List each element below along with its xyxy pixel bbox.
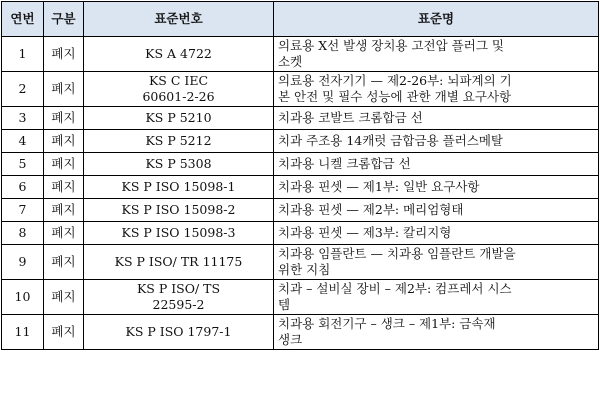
row-code — [84, 72, 274, 107]
header-no: 연번 — [2, 2, 44, 37]
row-name — [274, 245, 599, 280]
table-row — [2, 315, 599, 350]
header-name: 표준명 — [274, 2, 599, 37]
row-code — [84, 245, 274, 280]
row-no: 8 — [2, 222, 44, 245]
row-no: 4 — [2, 130, 44, 153]
row-kind: 폐지 — [44, 153, 84, 176]
row-name-line: 생크 — [278, 332, 303, 347]
table-row — [2, 280, 599, 315]
row-name-line: 치과용 핀셋 — 제1부: 일반 요구사항 — [278, 179, 480, 194]
row-no: 1 — [2, 37, 44, 72]
row-code-line: KS P ISO 15098-1 — [121, 179, 236, 194]
row-kind: 폐지 — [44, 130, 84, 153]
row-kind: 폐지 — [44, 199, 84, 222]
row-kind: 폐지 — [44, 72, 84, 107]
row-name — [274, 107, 599, 130]
row-no: 7 — [2, 199, 44, 222]
row-kind: 폐지 — [44, 245, 84, 280]
table-row — [2, 199, 599, 222]
row-name — [274, 176, 599, 199]
header-kind: 구분 — [44, 2, 84, 37]
row-name-line: 본 안전 및 필수 성능에 관한 개별 요구사항 — [278, 89, 512, 104]
table-row — [2, 72, 599, 107]
row-no: 2 — [2, 72, 44, 107]
row-name-line: 치과 – 설비실 장비 – 제2부: 컴프레서 시스 — [278, 281, 512, 296]
row-name — [274, 153, 599, 176]
row-name — [274, 315, 599, 350]
row-name-line: 의료용 X선 발생 장치용 고전압 플러그 및 — [278, 38, 504, 53]
row-name — [274, 37, 599, 72]
table-row — [2, 107, 599, 130]
table-row — [2, 130, 599, 153]
row-kind: 폐지 — [44, 37, 84, 72]
row-name-line: 치과 주조용 14캐럿 금합금용 플러스메탈 — [278, 133, 503, 148]
row-name-line: 치과용 임플란트 — 치과용 임플란트 개발을 — [278, 246, 516, 261]
row-kind: 폐지 — [44, 176, 84, 199]
row-code-line: KS C IEC — [148, 73, 209, 88]
standards-table-container — [1, 1, 599, 350]
row-code-line: KS P ISO 15098-2 — [121, 202, 236, 217]
row-code — [84, 199, 274, 222]
table-header-row — [2, 2, 599, 37]
row-code-line: KS A 4722 — [145, 46, 212, 61]
header-code: 표준번호 — [84, 2, 274, 37]
row-no: 10 — [2, 280, 44, 315]
row-name-line: 템 — [278, 297, 291, 312]
row-no: 11 — [2, 315, 44, 350]
row-name-line: 의료용 전자기기 — 제2-26부: 뇌파계의 기 — [278, 73, 512, 88]
standards-table — [1, 1, 599, 350]
row-name-line: 치과용 핀셋 — 제2부: 메리엄형태 — [278, 202, 464, 217]
row-no: 5 — [2, 153, 44, 176]
row-name-line: 치과용 코발트 크롬합금 선 — [278, 110, 423, 125]
row-kind: 폐지 — [44, 107, 84, 130]
table-row — [2, 176, 599, 199]
table-row — [2, 222, 599, 245]
row-code-line: KS P 5308 — [145, 156, 212, 171]
row-code-line: 60601-2-26 — [142, 89, 215, 104]
table-row — [2, 37, 599, 72]
row-name-line: 치과용 핀셋 — 제3부: 칼리지형 — [278, 225, 452, 240]
row-code — [84, 153, 274, 176]
table-row — [2, 245, 599, 280]
row-code-line: KS P ISO 1797-1 — [125, 324, 232, 339]
row-no: 3 — [2, 107, 44, 130]
table-row — [2, 153, 599, 176]
row-code-line: KS P 5210 — [145, 110, 212, 125]
row-code — [84, 176, 274, 199]
row-code-line: KS P 5212 — [145, 133, 212, 148]
row-code — [84, 107, 274, 130]
row-no: 6 — [2, 176, 44, 199]
row-code — [84, 315, 274, 350]
row-kind: 폐지 — [44, 222, 84, 245]
row-no: 9 — [2, 245, 44, 280]
row-code-line: KS P ISO/ TR 11175 — [114, 254, 243, 269]
row-name — [274, 222, 599, 245]
row-code — [84, 280, 274, 315]
row-code-line: KS P ISO 15098-3 — [121, 225, 236, 240]
row-name — [274, 130, 599, 153]
row-name-line: 소켓 — [278, 54, 303, 69]
row-code-line: 22595-2 — [152, 297, 205, 312]
row-kind: 폐지 — [44, 315, 84, 350]
row-name-line: 치과용 회전기구 – 생크 – 제1부: 금속재 — [278, 316, 496, 331]
row-code — [84, 222, 274, 245]
row-name — [274, 72, 599, 107]
row-code — [84, 130, 274, 153]
row-name — [274, 199, 599, 222]
row-code — [84, 37, 274, 72]
row-name-line: 치과용 니켈 크롬합금 선 — [278, 156, 411, 171]
row-name — [274, 280, 599, 315]
row-kind: 폐지 — [44, 280, 84, 315]
row-name-line: 위한 지침 — [278, 262, 331, 277]
row-code-line: KS P ISO/ TS — [136, 281, 221, 296]
